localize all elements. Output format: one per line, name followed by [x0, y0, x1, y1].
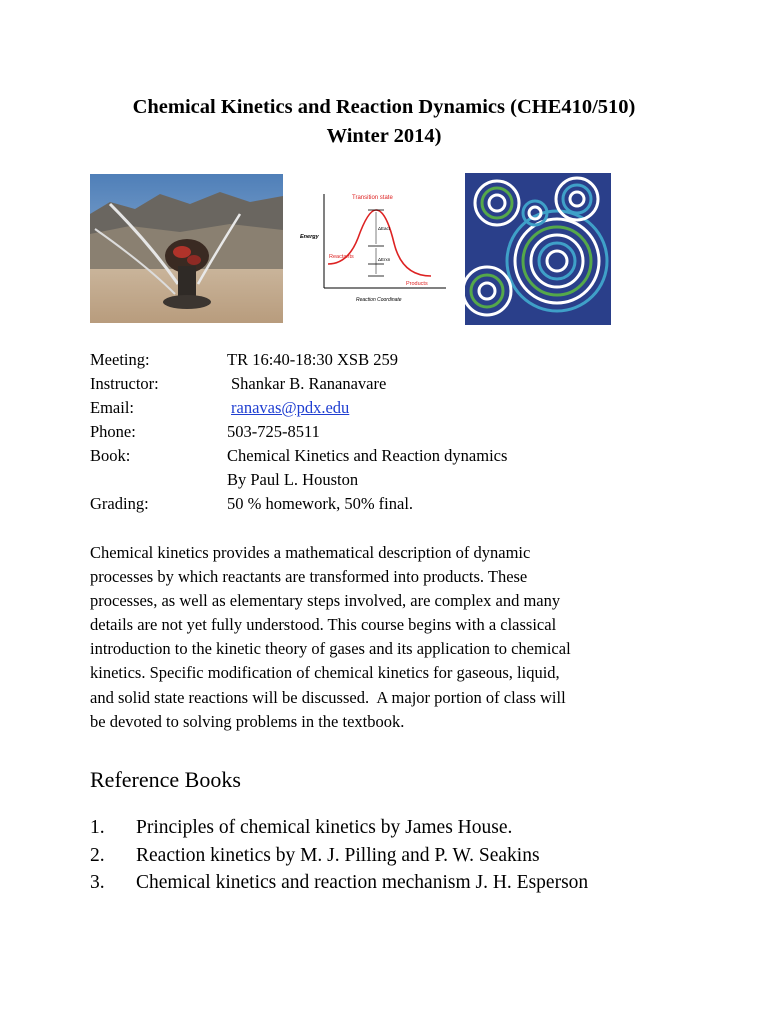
page-title: [0, 93, 768, 151]
list-item-text: Reaction kinetics by M. J. Pilling and P. W. Seakins: [136, 844, 540, 866]
reactants-label: Reactants: [329, 254, 354, 260]
description-line: and solid state reactions will be discussed. A major portion of class will: [90, 687, 566, 707]
list-item-number: 1.: [90, 817, 105, 838]
list-item-text: Chemical kinetics and reaction mechanism J. H. Esperson: [136, 872, 589, 893]
description-line: Chemical kinetics provides a mathematical description of dynamic: [90, 543, 531, 562]
info-row-phone: [90, 420, 507, 444]
title-line-2: Winter 2014): [326, 125, 442, 147]
email-link[interactable]: ranavas@pdx.edu: [231, 398, 350, 417]
spiral-pattern-image: [465, 173, 611, 325]
list-item-number: 3.: [90, 872, 105, 893]
title-line-1: Chemical Kinetics and Reaction Dynamics (CHE410/510): [132, 96, 636, 118]
list-item: [90, 814, 588, 842]
description-line: processes by which reactants are transformed into products. These: [90, 567, 528, 587]
description-line: be devoted to solving problems in the textbook.: [90, 711, 405, 731]
reaction-coordinate-label: Reaction Coordinate: [356, 297, 402, 303]
energy-curve: [328, 210, 431, 276]
description-line: kinetics. Specific modification of chemical kinetics for gaseous, liquid,: [90, 663, 560, 683]
phone-value: 503-725-8511: [227, 422, 320, 441]
instructor-label: Instructor:: [90, 374, 159, 393]
info-row-book: [90, 444, 507, 468]
grading-label: Grading:: [90, 494, 149, 513]
book-value: Chemical Kinetics and Reaction dynamics: [227, 446, 508, 465]
instructor-value: Shankar B. Rananavare: [231, 374, 387, 393]
email-label: Email:: [90, 398, 134, 417]
info-row-book-author: [90, 468, 507, 492]
explosion-photo: [90, 174, 283, 323]
info-row-grading: [90, 492, 507, 516]
reference-books-heading: Reference Books: [90, 767, 241, 792]
figures-row: [0, 168, 768, 328]
list-item: [90, 869, 588, 897]
course-info: [90, 348, 507, 516]
info-row-meeting: [90, 348, 507, 372]
book-author-spacer: [90, 468, 227, 492]
energy-diagram: [296, 188, 451, 306]
delta-act-label: ΔEact: [378, 226, 391, 231]
description-line: details are not yet fully understood. This course begins with a classical: [90, 615, 557, 635]
description-line: introduction to the kinetic theory of gases and its application to chemical: [90, 639, 571, 659]
products-label: Products: [406, 281, 428, 287]
info-row-email: [90, 396, 507, 420]
meeting-label: Meeting:: [90, 350, 150, 369]
phone-label: Phone:: [90, 422, 136, 441]
delta-rxn-label: ΔErxn: [378, 257, 391, 262]
list-item-text: Principles of chemical kinetics by James House.: [136, 817, 513, 838]
reference-list: [90, 814, 588, 897]
description-line: processes, as well as elementary steps involved, are complex and many: [90, 591, 561, 611]
info-row-instructor: [90, 372, 507, 396]
list-item: [90, 842, 588, 870]
transition-state-label: Transition state: [352, 195, 393, 201]
book-label: Book:: [90, 446, 131, 465]
grading-value: 50 % homework, 50% final.: [227, 494, 414, 513]
meeting-value: TR 16:40-18:30 XSB 259: [227, 350, 398, 369]
course-description: [90, 541, 690, 734]
book-author: By Paul L. Houston: [227, 470, 359, 489]
list-item-number: 2.: [90, 844, 105, 866]
energy-label: Energy: [300, 234, 319, 240]
